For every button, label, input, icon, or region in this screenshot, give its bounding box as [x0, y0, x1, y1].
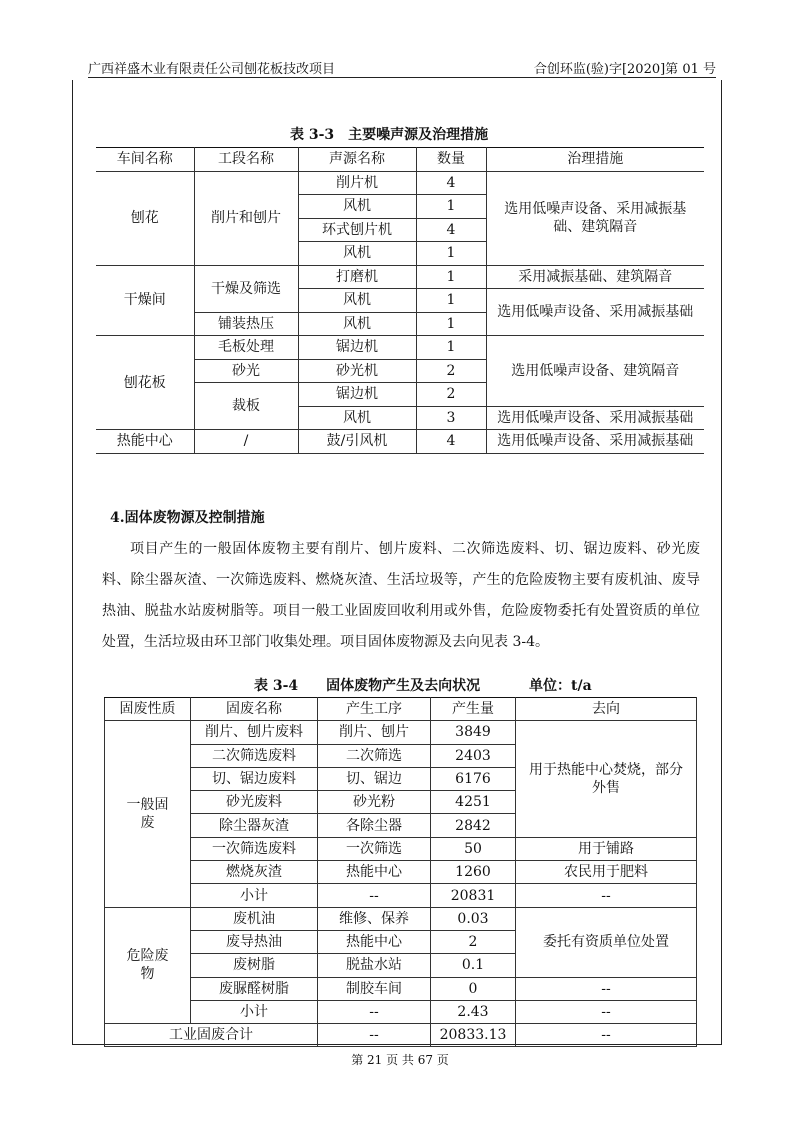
count-cell: 1	[416, 195, 486, 219]
source-cell: 砂光机	[298, 359, 416, 383]
process-cell: 热能中心	[318, 861, 431, 884]
section-cell: 削片和刨片	[194, 171, 298, 265]
process-cell: --	[318, 1000, 431, 1023]
count-cell: 1	[416, 336, 486, 360]
source-cell: 鼓/引风机	[298, 430, 416, 454]
section-cell: 裁板	[194, 383, 298, 430]
count-cell: 2	[416, 359, 486, 383]
header-cell: 固废性质	[105, 698, 191, 721]
source-cell: 打磨机	[298, 265, 416, 289]
count-cell: 3	[416, 406, 486, 430]
process-cell: 维修、保养	[318, 907, 431, 930]
table-header-row	[105, 698, 697, 721]
waste-name-cell: 小计	[191, 1000, 318, 1023]
header-document-number: 合创环监(验)字[2020]第 01 号	[533, 62, 716, 77]
measure-cell: 选用低噪声设备、采用减振基础	[486, 430, 704, 454]
waste-name-cell: 二次筛选废料	[191, 744, 318, 767]
waste-name-cell: 废机油	[191, 907, 318, 930]
count-cell: 1	[416, 312, 486, 336]
table-row	[96, 171, 704, 195]
amount-cell: 2.43	[431, 1000, 516, 1023]
count-cell: 4	[416, 218, 486, 242]
section-cell: 毛板处理	[194, 336, 298, 360]
section-cell: 干燥及筛选	[194, 265, 298, 312]
amount-cell: 50	[431, 837, 516, 860]
header-project-title: 广西祥盛木业有限责任公司刨花板技改项目	[88, 62, 336, 77]
source-cell: 风机	[298, 195, 416, 219]
waste-type-cell: 危险废物	[105, 907, 191, 1023]
source-cell: 风机	[298, 289, 416, 313]
source-cell: 锯边机	[298, 336, 416, 360]
count-cell: 4	[416, 430, 486, 454]
waste-name-cell: 一次筛选废料	[191, 837, 318, 860]
process-cell: 各除尘器	[318, 814, 431, 837]
amount-cell: 0.1	[431, 954, 516, 977]
waste-name-cell: 小计	[191, 884, 318, 907]
header-cell: 固废名称	[191, 698, 318, 721]
waste-name-cell: 废导热油	[191, 930, 318, 953]
page-header	[88, 50, 716, 78]
destination-cell: --	[516, 1000, 697, 1023]
destination-cell: 用于热能中心焚烧，部分外售	[516, 721, 697, 837]
subtotal-row	[105, 1000, 697, 1023]
source-cell: 锯边机	[298, 383, 416, 407]
header-cell: 数量	[416, 148, 486, 172]
amount-cell: 20831	[431, 884, 516, 907]
amount-cell: 6176	[431, 767, 516, 790]
destination-cell: --	[516, 884, 697, 907]
process-cell: 制胶车间	[318, 977, 431, 1000]
waste-type-cell: 一般固废	[105, 721, 191, 907]
section-paragraph: 项目产生的一般固体废物主要有削片、刨片废料、二次筛选废料、切、锯边废料、砂光废料、除尘器灰渣、一次筛选废料、燃烧灰渣、生活垃圾等，产生的危险废物主要有废机油、废导热油、脱盐水站废树脂等。项目一般工业固废回收利用或外售，危险废物委托有处置资质的单位处置，生活垃圾由环卫部门收集处理。项目固体废物源及去向见表 3-4。	[102, 541, 700, 650]
amount-cell: 2	[431, 930, 516, 953]
waste-name-cell: 砂光废料	[191, 791, 318, 814]
destination-cell: 委托有资质单位处置	[516, 907, 697, 977]
noise-source-table	[96, 147, 704, 454]
count-cell: 1	[416, 242, 486, 266]
header-cell: 工段名称	[194, 148, 298, 172]
amount-cell: 3849	[431, 721, 516, 744]
process-cell: 砂光粉	[318, 791, 431, 814]
section-cell: /	[194, 430, 298, 454]
table-row	[96, 265, 704, 289]
source-cell: 风机	[298, 242, 416, 266]
total-label-cell: 工业固废合计	[105, 1024, 318, 1047]
process-cell: 二次筛选	[318, 744, 431, 767]
process-cell: --	[318, 884, 431, 907]
source-cell: 环式刨片机	[298, 218, 416, 242]
table-row	[96, 336, 704, 360]
workshop-cell: 刨花板	[96, 336, 194, 430]
waste-name-cell: 废脲醛树脂	[191, 977, 318, 1000]
amount-cell: 20833.13	[431, 1024, 516, 1047]
measure-cell: 选用低噪声设备、采用减振基础	[486, 289, 704, 336]
source-cell: 削片机	[298, 171, 416, 195]
measure-cell: 选用低噪声设备、采用减振基础、建筑隔音	[486, 171, 704, 265]
total-row	[105, 1024, 697, 1047]
process-cell: --	[318, 1024, 431, 1047]
table-row	[105, 721, 697, 744]
amount-cell: 4251	[431, 791, 516, 814]
header-cell: 声源名称	[298, 148, 416, 172]
workshop-cell: 热能中心	[96, 430, 194, 454]
table-row	[105, 907, 697, 930]
solid-waste-table	[104, 697, 697, 1047]
waste-name-cell: 切、锯边废料	[191, 767, 318, 790]
section-cell: 砂光	[194, 359, 298, 383]
source-cell: 风机	[298, 312, 416, 336]
process-cell: 一次筛选	[318, 837, 431, 860]
table-3-4-title: 表 3-4 固体废物产生及去向状况	[254, 678, 481, 694]
amount-cell: 2403	[431, 744, 516, 767]
process-cell: 脱盐水站	[318, 954, 431, 977]
table-header-row	[96, 148, 704, 172]
table-3-4-unit: 单位：t/a	[529, 678, 592, 694]
measure-cell: 选用低噪声设备、采用减振基础	[486, 406, 704, 430]
table-row	[105, 837, 697, 860]
count-cell: 4	[416, 171, 486, 195]
amount-cell: 0	[431, 977, 516, 1000]
waste-name-cell: 除尘器灰渣	[191, 814, 318, 837]
header-cell: 车间名称	[96, 148, 194, 172]
header-cell: 去向	[516, 698, 697, 721]
measure-cell: 采用减振基础、建筑隔音	[486, 265, 704, 289]
table-3-4-caption	[254, 675, 592, 695]
amount-cell: 2842	[431, 814, 516, 837]
table-row	[105, 861, 697, 884]
header-cell: 产生工序	[318, 698, 431, 721]
subtotal-row	[105, 884, 697, 907]
page-number: 第 21 页 共 67 页	[351, 1053, 449, 1067]
header-cell: 治理措施	[486, 148, 704, 172]
waste-name-cell: 燃烧灰渣	[191, 861, 318, 884]
destination-cell: --	[516, 1024, 697, 1047]
amount-cell: 1260	[431, 861, 516, 884]
process-cell: 切、锯边	[318, 767, 431, 790]
process-cell: 削片、刨片	[318, 721, 431, 744]
header-cell: 产生量	[431, 698, 516, 721]
count-cell: 1	[416, 289, 486, 313]
header-rule	[88, 77, 716, 78]
waste-name-cell: 削片、刨片废料	[191, 721, 318, 744]
destination-cell: 农民用于肥料	[516, 861, 697, 884]
process-cell: 热能中心	[318, 930, 431, 953]
amount-cell: 0.03	[431, 907, 516, 930]
table-3-3-caption: 表 3-3 主要噪声源及治理措施	[290, 127, 489, 143]
measure-cell: 选用低噪声设备、建筑隔音	[486, 336, 704, 407]
source-cell: 风机	[298, 406, 416, 430]
workshop-cell: 干燥间	[96, 265, 194, 336]
section-cell: 铺装热压	[194, 312, 298, 336]
destination-cell: --	[516, 977, 697, 1000]
count-cell: 1	[416, 265, 486, 289]
workshop-cell: 刨花	[96, 171, 194, 265]
section-heading: 4.固体废物源及控制措施	[110, 510, 265, 526]
table-row	[105, 977, 697, 1000]
count-cell: 2	[416, 383, 486, 407]
waste-name-cell: 废树脂	[191, 954, 318, 977]
destination-cell: 用于铺路	[516, 837, 697, 860]
